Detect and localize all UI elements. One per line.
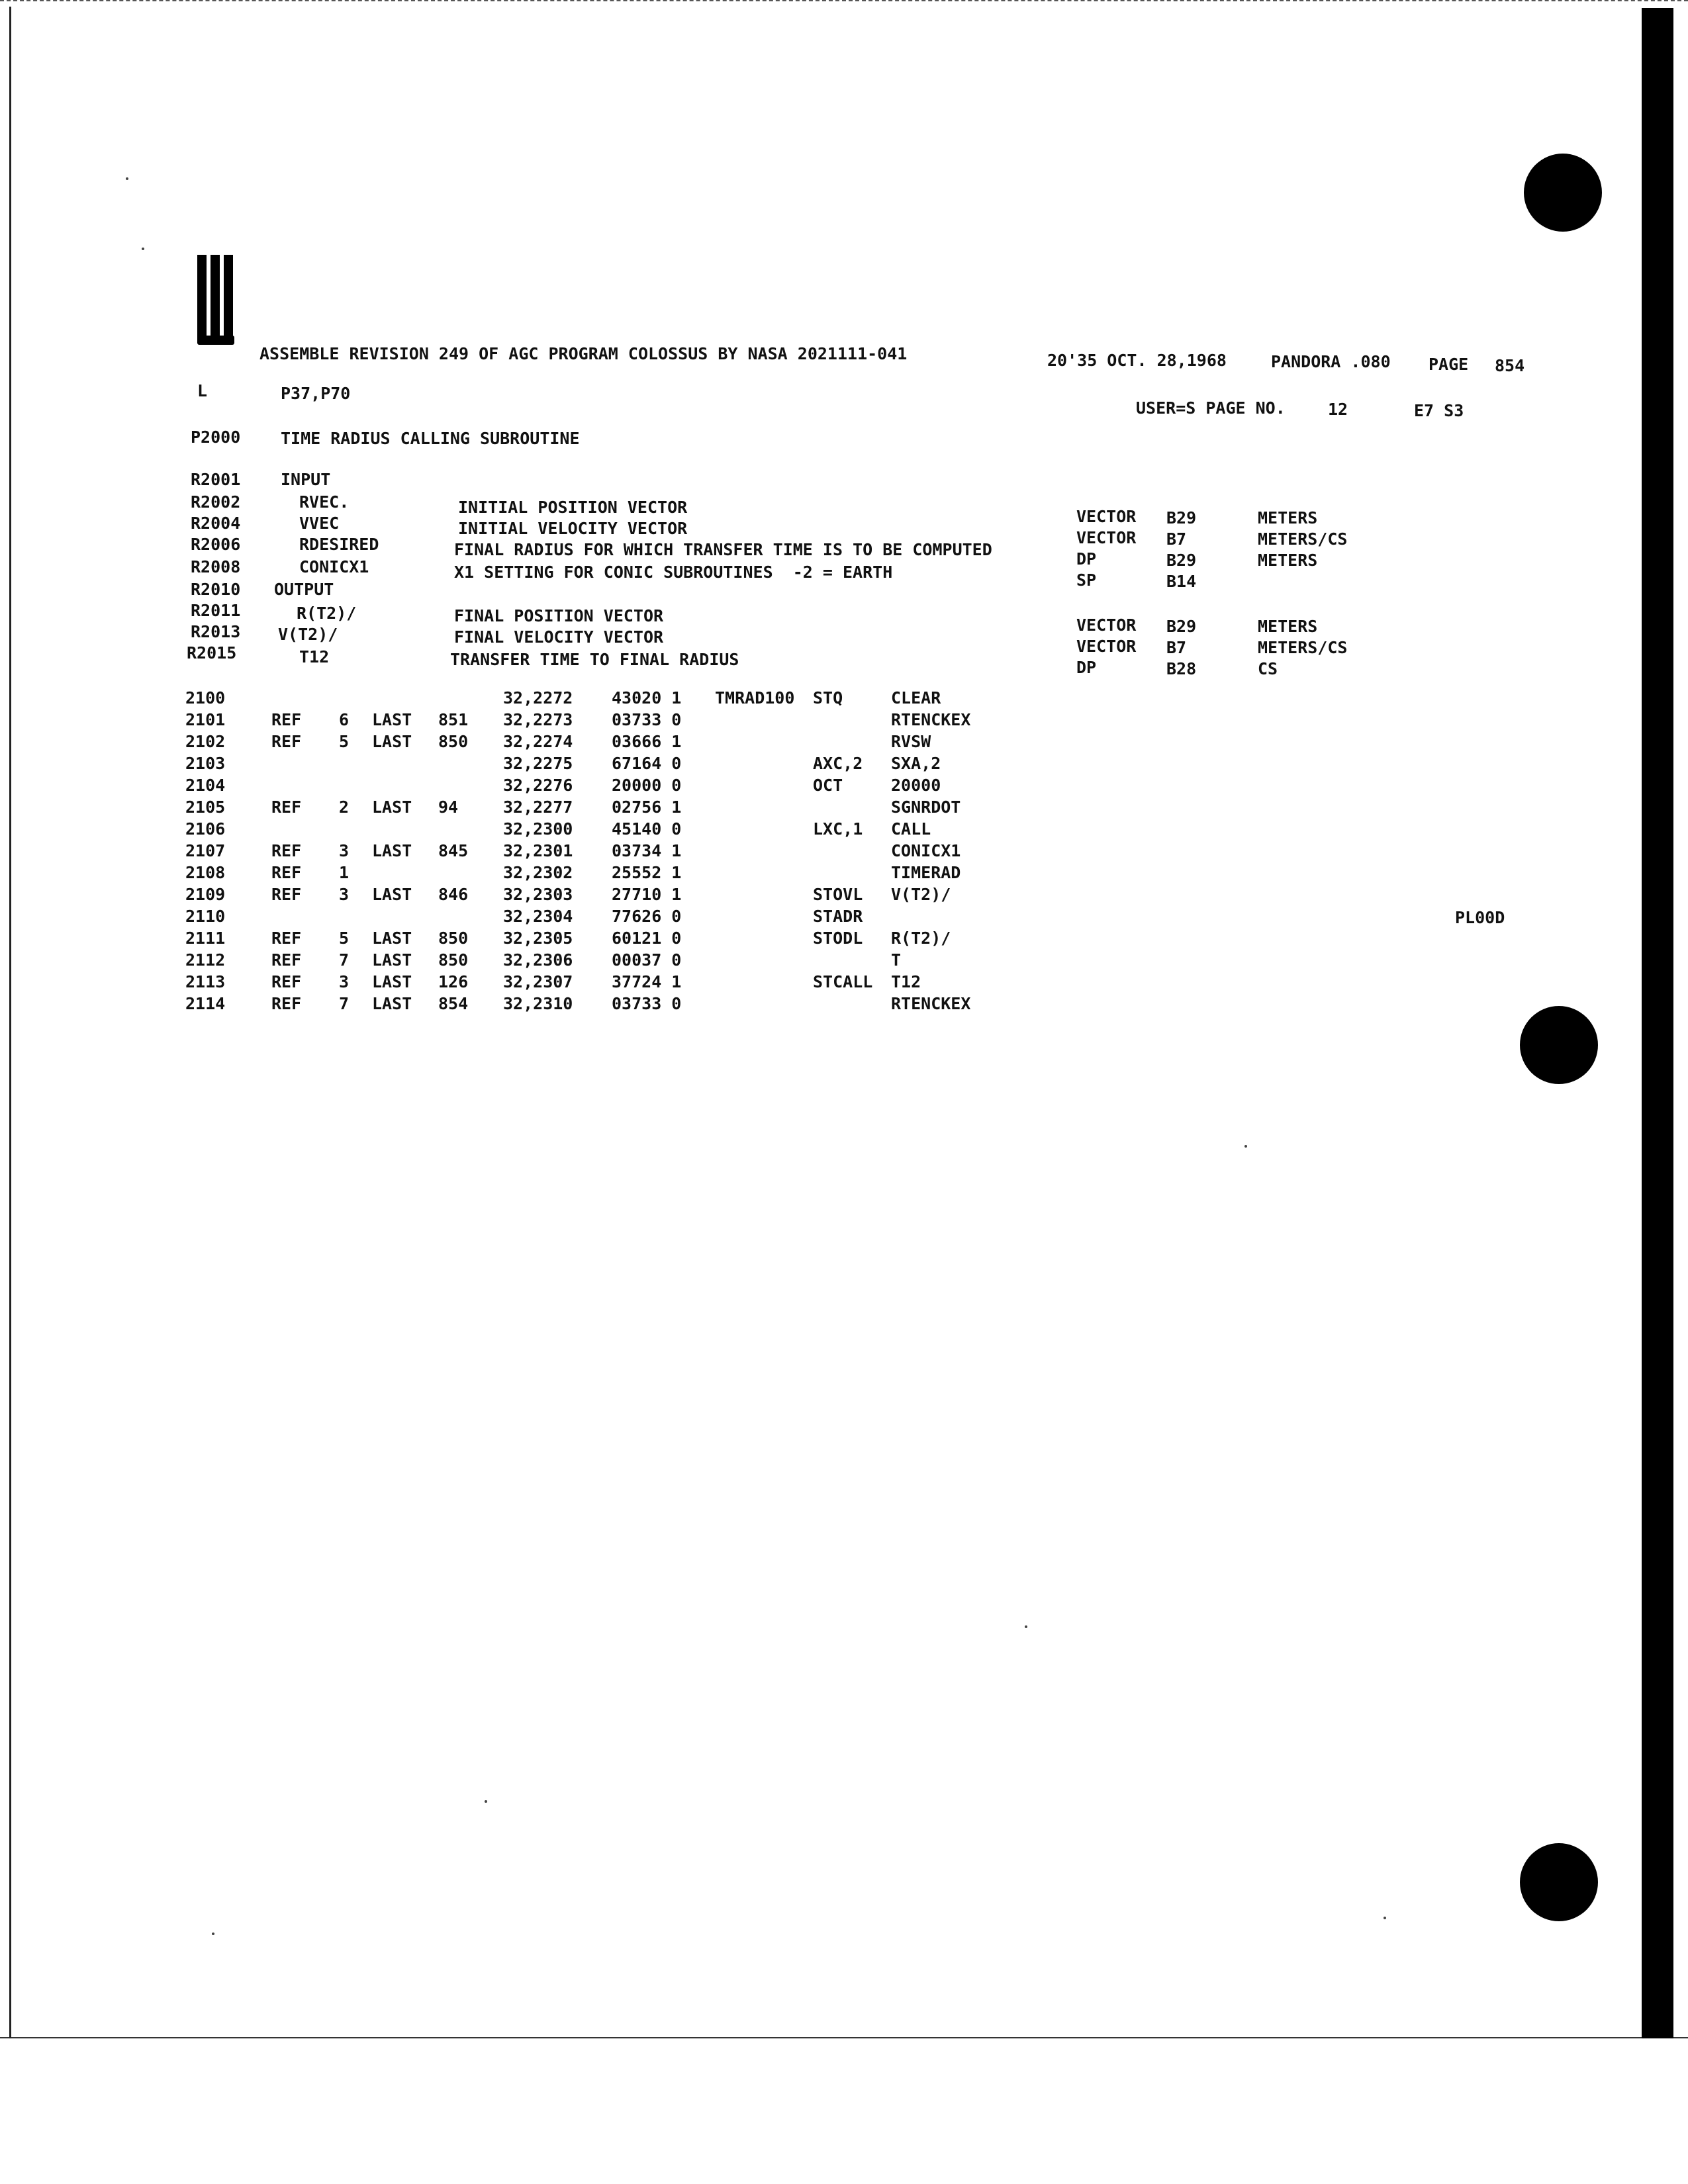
- listing-op: STQ: [813, 688, 843, 707]
- listing-ref: REF: [271, 841, 302, 860]
- listing-ref: REF: [271, 972, 302, 991]
- listing-op: STADR: [813, 907, 863, 926]
- param-type: DP: [1076, 549, 1097, 569]
- scan-speck: [126, 177, 128, 180]
- listing-word: 20000 0: [612, 776, 682, 795]
- listing-operand: SGNRDOT: [891, 797, 961, 817]
- listing-lastnum: 845: [438, 841, 469, 860]
- listing-operand: T12: [891, 972, 921, 991]
- param-name: INPUT: [281, 470, 331, 489]
- param-id: R2015: [187, 643, 237, 662]
- extra-code: E7 S3: [1414, 401, 1464, 420]
- listing-operand: CLEAR: [891, 688, 941, 707]
- param-desc: INITIAL POSITION VECTOR: [458, 498, 688, 517]
- listing-line: 2109: [185, 885, 226, 904]
- listing-ref: REF: [271, 885, 302, 904]
- sheet-left-edge: [9, 7, 11, 2038]
- listing-last: LAST: [372, 885, 412, 904]
- punch-hole-bottom: [1520, 1843, 1598, 1921]
- param-id: R2010: [191, 580, 241, 599]
- listing-word: 03666 1: [612, 732, 682, 751]
- listing-row: [185, 754, 1046, 775]
- param-name: OUTPUT: [274, 580, 334, 599]
- listing-refnum: 3: [339, 841, 350, 860]
- param-scale: B7: [1166, 529, 1187, 549]
- listing-refnum: 5: [339, 929, 350, 948]
- listing-word: 45140 0: [612, 819, 682, 839]
- param-unit: METERS: [1258, 617, 1318, 636]
- listing-line: 2103: [185, 754, 226, 773]
- listing-line: 2100: [185, 688, 226, 707]
- assembly-listing: [185, 688, 1046, 1046]
- param-scale: B29: [1166, 508, 1197, 527]
- listing-refnum: 1: [339, 863, 350, 882]
- param-name: R(T2)/: [297, 604, 357, 623]
- listing-op: LXC,1: [813, 819, 863, 839]
- listing-word: 00037 0: [612, 950, 682, 970]
- listing-last: LAST: [372, 797, 412, 817]
- listing-lastnum: 851: [438, 710, 469, 729]
- listing-ref: REF: [271, 929, 302, 948]
- listing-addr: 32,2277: [503, 797, 573, 817]
- listing-refnum: 5: [339, 732, 350, 751]
- header-system: PANDORA .080: [1271, 352, 1391, 371]
- listing-word: 03733 0: [612, 994, 682, 1013]
- listing-addr: 32,2272: [503, 688, 573, 707]
- param-name: VVEC: [299, 514, 340, 533]
- listing-row: [185, 776, 1046, 797]
- param-type: DP: [1076, 658, 1097, 677]
- param-desc: X1 SETTING FOR CONIC SUBROUTINES -2 = EARTH: [454, 563, 893, 582]
- listing-last: LAST: [372, 950, 412, 970]
- section-id: P2000: [191, 428, 241, 447]
- listing-row: [185, 688, 1046, 709]
- scan-speck: [485, 1800, 487, 1803]
- listing-row: [185, 885, 1046, 906]
- listing-last: LAST: [372, 972, 412, 991]
- listing-word: 03733 0: [612, 710, 682, 729]
- punch-hole-top: [1524, 154, 1602, 232]
- param-id: R2008: [191, 557, 241, 576]
- listing-operand: 20000: [891, 776, 941, 795]
- header-page-number: 854: [1495, 356, 1525, 375]
- listing-word: 02756 1: [612, 797, 682, 817]
- listing-row: [185, 929, 1046, 950]
- listing-refnum: 7: [339, 950, 350, 970]
- listing-line: 2110: [185, 907, 226, 926]
- listing-addr: 32,2276: [503, 776, 573, 795]
- listing-addr: 32,2301: [503, 841, 573, 860]
- param-id: R2001: [191, 470, 241, 489]
- header-page-label: PAGE: [1429, 355, 1469, 374]
- listing-word: 77626 0: [612, 907, 682, 926]
- param-type: VECTOR: [1076, 637, 1137, 656]
- listing-row: [185, 710, 1046, 731]
- punch-hole-middle: [1520, 1006, 1598, 1084]
- scan-speck: [212, 1933, 214, 1935]
- listing-row: [185, 863, 1046, 884]
- user-page-number: 12: [1328, 400, 1348, 419]
- listing-line: 2112: [185, 950, 226, 970]
- side-note: PL00D: [1455, 908, 1505, 927]
- listing-addr: 32,2307: [503, 972, 573, 991]
- listing-lastnum: 94: [438, 797, 459, 817]
- listing-refnum: 3: [339, 972, 350, 991]
- listing-ref: REF: [271, 710, 302, 729]
- listing-refnum: 3: [339, 885, 350, 904]
- listing-addr: 32,2300: [503, 819, 573, 839]
- listing-line: 2111: [185, 929, 226, 948]
- listing-last: LAST: [372, 994, 412, 1013]
- listing-line: 2106: [185, 819, 226, 839]
- listing-row: [185, 732, 1046, 753]
- listing-word: 67164 0: [612, 754, 682, 773]
- param-type: VECTOR: [1076, 507, 1137, 526]
- listing-word: 27710 1: [612, 885, 682, 904]
- listing-row: [185, 972, 1046, 993]
- param-name: CONICX1: [299, 557, 369, 576]
- scanner-edge-band: [1642, 8, 1673, 2038]
- listing-refnum: 7: [339, 994, 350, 1013]
- listing-refnum: 2: [339, 797, 350, 817]
- param-name: T12: [299, 647, 330, 666]
- listing-operand: T: [891, 950, 902, 970]
- listing-label: TMRAD100: [715, 688, 795, 707]
- param-id: R2013: [191, 622, 241, 641]
- listing-operand: TIMERAD: [891, 863, 961, 882]
- listing-addr: 32,2275: [503, 754, 573, 773]
- listing-word: 43020 1: [612, 688, 682, 707]
- listing-row: [185, 950, 1046, 972]
- listing-operand: RTENCKEX: [891, 994, 971, 1013]
- listing-word: 03734 1: [612, 841, 682, 860]
- param-name: RDESIRED: [299, 535, 379, 554]
- listing-row: [185, 819, 1046, 841]
- param-scale: B28: [1166, 659, 1197, 678]
- param-type: VECTOR: [1076, 615, 1137, 635]
- header-timestamp: 20'35 OCT. 28,1968: [1047, 351, 1227, 370]
- listing-last: LAST: [372, 710, 412, 729]
- param-desc: FINAL POSITION VECTOR: [454, 606, 664, 625]
- listing-op: AXC,2: [813, 754, 863, 773]
- listing-line: 2107: [185, 841, 226, 860]
- user-page-label: USER=S PAGE NO.: [1136, 398, 1286, 418]
- listing-word: 25552 1: [612, 863, 682, 882]
- listing-operand: V(T2)/: [891, 885, 951, 904]
- listing-refnum: 6: [339, 710, 350, 729]
- line-marker: L: [197, 381, 208, 400]
- listing-ref: REF: [271, 994, 302, 1013]
- listing-row: [185, 841, 1046, 862]
- section-title: TIME RADIUS CALLING SUBROUTINE: [281, 429, 580, 448]
- listing-lastnum: 850: [438, 929, 469, 948]
- listing-operand: SXA,2: [891, 754, 941, 773]
- param-id: R2011: [191, 601, 241, 620]
- listing-last: LAST: [372, 929, 412, 948]
- listing-line: 2113: [185, 972, 226, 991]
- listing-lastnum: 850: [438, 732, 469, 751]
- listing-lastnum: 126: [438, 972, 469, 991]
- param-unit: METERS/CS: [1258, 638, 1348, 657]
- param-desc: INITIAL VELOCITY VECTOR: [458, 519, 688, 538]
- listing-op: STCALL: [813, 972, 873, 991]
- listing-op: OCT: [813, 776, 843, 795]
- param-desc: FINAL RADIUS FOR WHICH TRANSFER TIME IS TO BE COMPUTED: [454, 540, 992, 559]
- param-desc: TRANSFER TIME TO FINAL RADIUS: [450, 650, 739, 669]
- listing-line: 2102: [185, 732, 226, 751]
- listing-addr: 32,2306: [503, 950, 573, 970]
- listing-ref: REF: [271, 863, 302, 882]
- listing-operand: RVSW: [891, 732, 931, 751]
- listing-op: STODL: [813, 929, 863, 948]
- param-scale: B29: [1166, 617, 1197, 636]
- listing-addr: 32,2304: [503, 907, 573, 926]
- listing-ref: REF: [271, 950, 302, 970]
- listing-line: 2105: [185, 797, 226, 817]
- listing-lastnum: 854: [438, 994, 469, 1013]
- listing-last: LAST: [372, 732, 412, 751]
- listing-ref: REF: [271, 732, 302, 751]
- listing-line: 2104: [185, 776, 226, 795]
- listing-row: [185, 797, 1046, 819]
- listing-addr: 32,2303: [503, 885, 573, 904]
- listing-row: [185, 994, 1046, 1015]
- param-name: V(T2)/: [278, 625, 338, 644]
- param-id: R2006: [191, 535, 241, 554]
- listing-addr: 32,2302: [503, 863, 573, 882]
- param-unit: METERS: [1258, 551, 1318, 570]
- listing-line: 2114: [185, 994, 226, 1013]
- param-scale: B29: [1166, 551, 1197, 570]
- scan-speck: [142, 248, 144, 250]
- listing-word: 37724 1: [612, 972, 682, 991]
- listing-row: [185, 907, 1046, 928]
- listing-ref: REF: [271, 797, 302, 817]
- header-title: ASSEMBLE REVISION 249 OF AGC PROGRAM COLOSSUS BY NASA 2021111-041: [259, 344, 908, 363]
- param-desc: FINAL VELOCITY VECTOR: [454, 627, 664, 647]
- param-scale: B7: [1166, 638, 1187, 657]
- scan-speck: [1244, 1145, 1247, 1148]
- listing-operand: CALL: [891, 819, 931, 839]
- param-type: SP: [1076, 570, 1097, 590]
- listing-addr: 32,2305: [503, 929, 573, 948]
- listing-last: LAST: [372, 841, 412, 860]
- listing-word: 60121 0: [612, 929, 682, 948]
- listing-operand: RTENCKEX: [891, 710, 971, 729]
- listing-operand: CONICX1: [891, 841, 961, 860]
- program-id: P37,P70: [281, 384, 351, 403]
- listing-lastnum: 850: [438, 950, 469, 970]
- listing-addr: 32,2274: [503, 732, 573, 751]
- printer-logo-bars: [197, 255, 237, 347]
- param-unit: CS: [1258, 659, 1278, 678]
- param-unit: METERS: [1258, 508, 1318, 527]
- param-type: VECTOR: [1076, 528, 1137, 547]
- param-id: R2004: [191, 514, 241, 533]
- listing-line: 2101: [185, 710, 226, 729]
- param-unit: METERS/CS: [1258, 529, 1348, 549]
- listing-lastnum: 846: [438, 885, 469, 904]
- listing-op: STOVL: [813, 885, 863, 904]
- listing-line: 2108: [185, 863, 226, 882]
- param-name: RVEC.: [299, 492, 350, 512]
- param-scale: B14: [1166, 572, 1197, 591]
- listing-addr: 32,2273: [503, 710, 573, 729]
- listing-addr: 32,2310: [503, 994, 573, 1013]
- param-id: R2002: [191, 492, 241, 512]
- scan-speck: [1383, 1917, 1386, 1919]
- listing-operand: R(T2)/: [891, 929, 951, 948]
- scan-speck: [1025, 1625, 1027, 1628]
